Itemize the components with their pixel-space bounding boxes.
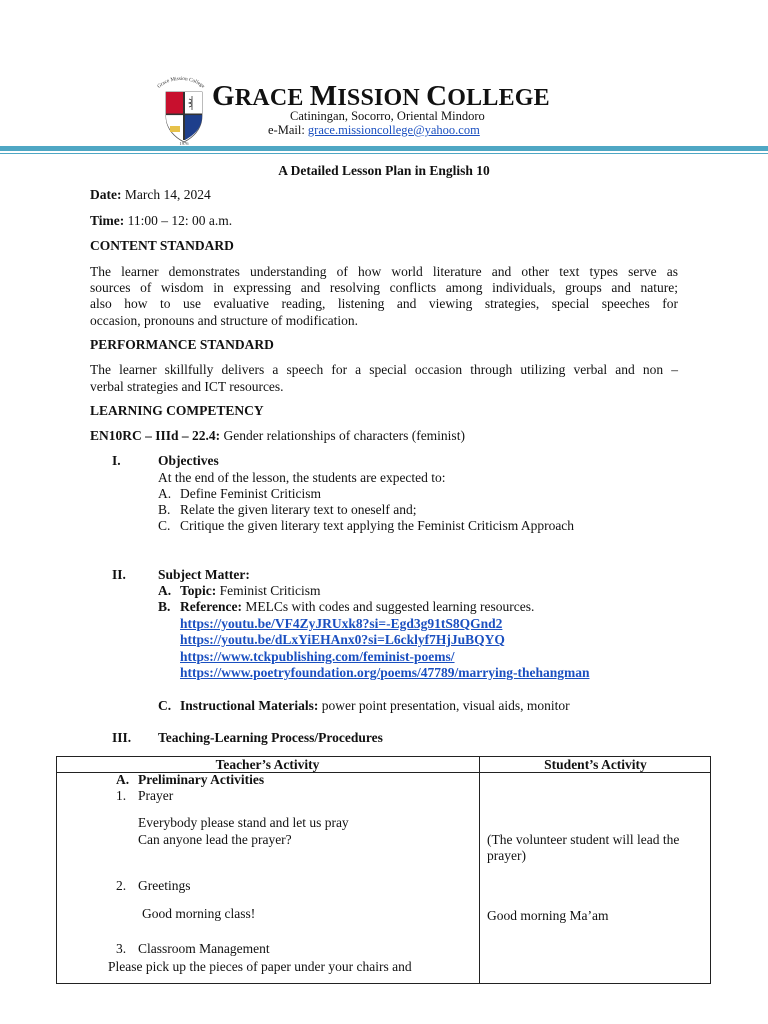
content-standard-line: sources of wisdom in expressing and resolving conflicts among individuals, groups and nature;: [90, 280, 678, 295]
college-logo: [152, 74, 210, 146]
reference-link[interactable]: https://www.poetryfoundation.org/poems/47789/marrying-thehangman: [180, 665, 590, 680]
objectives-intro: At the end of the lesson, the students are expected to:: [158, 470, 446, 485]
college-email: [268, 123, 480, 138]
competency-line: EN10RC – IIId – 22.4: Gender relationships of characters (feminist): [90, 428, 465, 443]
student-activity: (The volunteer student will lead the: [487, 832, 680, 847]
reference-link[interactable]: https://youtu.be/VF4ZyJRUxk8?si=-Egd3g91tS8QGnd2: [180, 616, 503, 631]
teacher-activity: Good morning class!: [142, 906, 256, 921]
student-activity: prayer): [487, 848, 526, 863]
date-line: Date: March 14, 2024: [90, 187, 211, 202]
svg-text:1976: 1976: [179, 141, 189, 146]
teacher-activity: Can anyone lead the prayer?: [138, 832, 292, 847]
header-divider: [0, 146, 768, 151]
reference-link[interactable]: https://youtu.be/dLxYiEHAnx0?si=L6cklyf7HjJuBQYQ: [180, 632, 505, 647]
materials-line: C. Instructional Materials: power point presentation, visual aids, monitor: [158, 698, 570, 713]
performance-standard-heading: PERFORMANCE STANDARD: [90, 337, 274, 352]
content-standard-line: also how to use evaluative reading, listening and viewing strategies, special speeches for: [90, 296, 678, 311]
teacher-column-header: Teacher’s Activity: [215, 757, 320, 772]
email-label: e-Mail:: [268, 123, 308, 137]
step-label: Classroom Management: [138, 941, 270, 956]
performance-standard-line: verbal strategies and ICT resources.: [90, 379, 284, 394]
step-number: 1.: [116, 788, 127, 803]
svg-text:Grace Mission College: Grace Mission College: [156, 75, 206, 90]
step-number: 3.: [116, 941, 127, 956]
prelim-heading: Preliminary Activities: [138, 772, 265, 787]
objectives-heading: Objectives: [158, 453, 219, 468]
email-link[interactable]: grace.missioncollege@yahoo.com: [307, 123, 480, 137]
college-address: Catiningan, Socorro, Oriental Mindoro: [290, 109, 485, 123]
prelim-letter: A.: [116, 772, 130, 787]
procedures-heading: Teaching-Learning Process/Procedures: [158, 730, 383, 745]
topic-line: A. Topic: Feminist Criticism: [158, 583, 321, 598]
header-divider-thin: [0, 153, 768, 154]
document-title: A Detailed Lesson Plan in English 10: [278, 163, 490, 178]
objective-item: C. Critique the given literary text applying the Feminist Criticism Approach: [158, 518, 575, 533]
content-standard-heading: CONTENT STANDARD: [90, 238, 234, 253]
table-column-divider: [479, 756, 480, 984]
content-standard-line: occasion, pronouns and structure of modification.: [90, 313, 359, 328]
section-numeral: I.: [112, 453, 121, 468]
objective-item: B. Relate the given literary text to oneself and;: [158, 502, 417, 517]
college-name: GRACE MISSION COLLEGE: [212, 80, 550, 112]
step-number: 2.: [116, 878, 127, 893]
content-standard-line: The learner demonstrates understanding of how world literature and other text types serve as: [90, 264, 678, 279]
teacher-activity: Everybody please stand and let us pray: [138, 815, 349, 830]
step-label: Greetings: [138, 878, 191, 893]
subject-matter-heading: Subject Matter:: [158, 567, 250, 582]
reference-link[interactable]: https://www.tckpublishing.com/feminist-poems/: [180, 649, 455, 664]
learning-competency-heading: LEARNING COMPETENCY: [90, 403, 264, 418]
performance-standard-line: The learner skillfully delivers a speech for a special occasion through utilizing verbal and non –: [90, 362, 678, 377]
step-label: Prayer: [138, 788, 174, 803]
time-line: Time: 11:00 – 12: 00 a.m.: [90, 213, 233, 228]
reference-line: B. Reference: MELCs with codes and suggested learning resources.: [158, 599, 535, 614]
section-numeral: II.: [112, 567, 126, 582]
student-column-header: Student’s Activity: [544, 757, 647, 772]
teacher-activity: Please pick up the pieces of paper under your chairs and: [108, 959, 412, 974]
student-activity: Good morning Ma’am: [487, 908, 609, 923]
objective-item: A. Define Feminist Criticism: [158, 486, 321, 501]
section-numeral: III.: [112, 730, 132, 745]
